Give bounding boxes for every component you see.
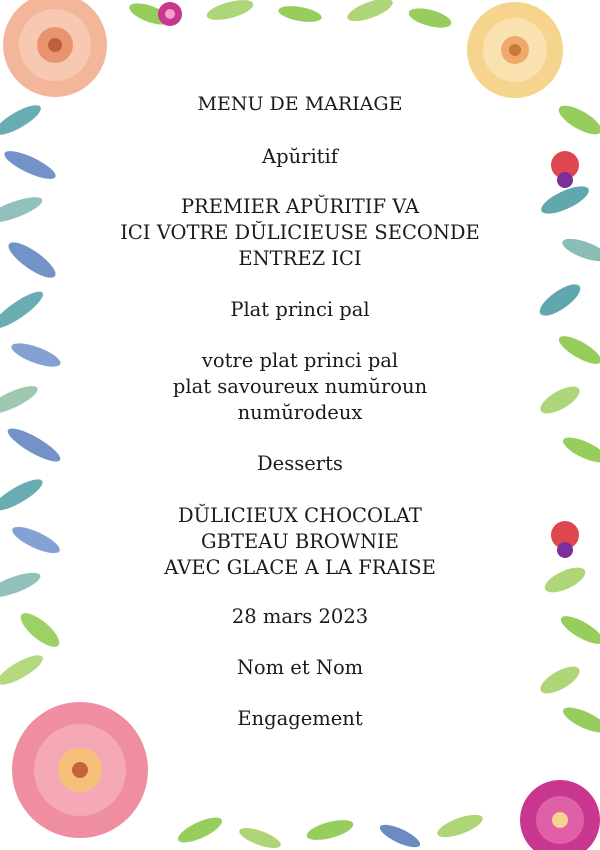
- main-line-2: plat savoureux numŭroun: [172, 375, 428, 398]
- aperitif-line-1: PREMIER APŬRITIF VA: [180, 195, 420, 218]
- event-date: 28 mars 2023: [231, 605, 369, 628]
- desserts-heading: Desserts: [257, 452, 343, 475]
- magenta-flower-icon: [520, 780, 600, 850]
- main-line-3: numŭrodeux: [237, 401, 363, 424]
- aperitif-line-3: ENTREZ ICI: [238, 247, 362, 270]
- right-foliage: [535, 100, 600, 737]
- aperitif-heading: Apŭritif: [262, 145, 338, 168]
- desserts-line-3: AVEC GLACE A LA FRAISE: [164, 556, 436, 579]
- main-line-1: votre plat princi pal: [201, 349, 399, 372]
- desserts-line-2: GBTEAU BROWNIE: [201, 530, 399, 553]
- event-type: Engagement: [237, 707, 363, 730]
- main-heading: Plat princi pal: [230, 298, 370, 321]
- menu-text: [100, 0, 500, 850]
- couple-names: Nom et Nom: [236, 656, 364, 679]
- aperitif-line-2: ICI VOTRE DŬLICIEUSE SECONDE: [120, 221, 480, 244]
- left-foliage: [0, 100, 64, 690]
- peach-peony-icon: [3, 0, 107, 97]
- desserts-line-1: DŬLICIEUX CHOCOLAT: [178, 504, 422, 527]
- menu-title: MENU DE MARIAGE: [197, 93, 403, 115]
